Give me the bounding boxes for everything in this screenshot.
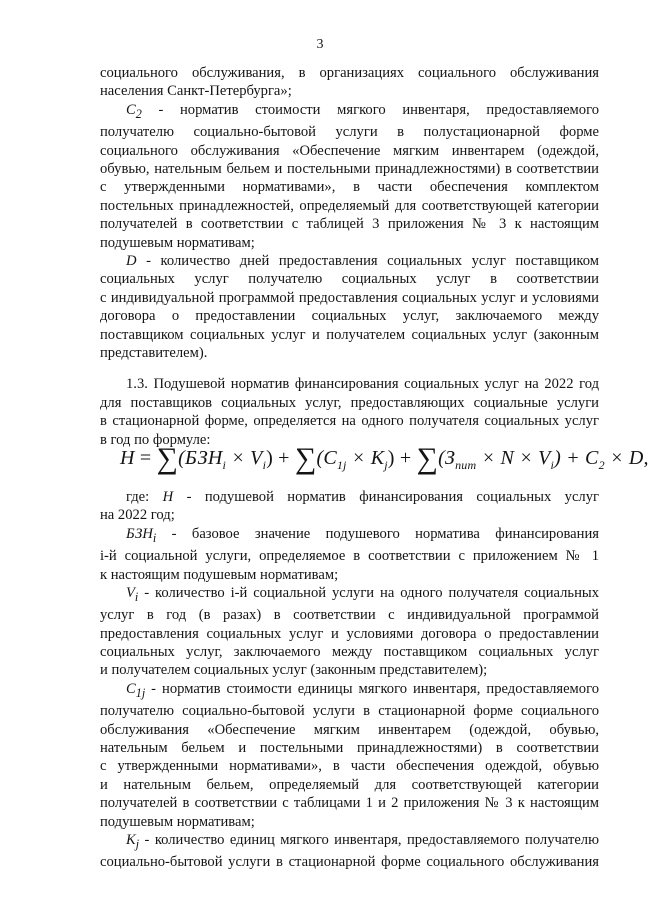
symbol-v: $V_i$ [126, 584, 139, 604]
text-line: обслуживания «Обеспечение мягким инвентарем (одеждой, обувью, [100, 721, 599, 738]
text-line: получателю социально-бытовой услуги в полустационарной форме [100, 124, 599, 141]
text-line: с утвержденными нормативами», в части обеспечения одеждой, обувью [100, 758, 599, 775]
text-line: подушевым нормативам; [100, 234, 255, 251]
text-line: получателю социально-бытовой услуги в стационарной форме социального [100, 703, 599, 720]
definition-h: где: H - подушевой норматив финансирования социальных услуг [126, 489, 599, 505]
formula: $H = \sum(БЗН_i \times V_i) + \sum(C_{1j} \times K_j) + \sum(З_{пит} \times N \times V_i) + C_2 \times D$, [120, 442, 649, 475]
definition-d: D - количество дней предоставления социальных услуг поставщиком [126, 252, 599, 269]
text-line: нательным бельем и постельными принадлежностями) в соответствии [100, 740, 599, 756]
text-line: населения Санкт-Петербурга»; [100, 83, 292, 100]
symbol-c: $C_2$ [126, 101, 142, 121]
text-line: поставщиком социальных услуг и получателем социальных услуг (законным [100, 326, 599, 343]
section-1-3: 1.3. Подушевой норматив финансирования социальных услуг на 2022 год [126, 376, 599, 393]
symbol-bzn: $БЗН_i$ [126, 525, 157, 545]
body-text [100, 64, 599, 449]
text-line: получателей в соответствии с таблицами 1 и 2 приложения № 3 к настоящим [100, 795, 599, 812]
text-line: представителем). [100, 345, 208, 361]
text-line: i-й социальной услуги, определяемое в соответствии с приложением № 1 [100, 548, 599, 565]
definition-c1j: $C_{1j}$ - норматив стоимости единицы мягкого инвентаря, предоставляемого [126, 680, 599, 700]
sum-sign: ∑ [156, 442, 179, 475]
text-line: для поставщиков социальных услуг, предоставляющих социальные услуги [100, 394, 599, 411]
definition-kj: $K_j$ - количество единиц мягкого инвентаря, предоставляемого получателю [126, 832, 599, 851]
text-line: к настоящим подушевым нормативам; [100, 566, 339, 583]
body-text-continued [100, 488, 599, 872]
text-line: и нательным бельем, определяемый для соответствующей категории [100, 776, 599, 793]
sum-sign: ∑ [294, 442, 317, 475]
text-line: обувью, нательным бельем и постельными принадлежностями) в соответствии [100, 160, 599, 177]
text-line: предоставления социальных услуг и условиями договора о предоставлении [100, 625, 599, 642]
text-line: с индивидуальной программой предоставления социальных услуг и условиями [100, 289, 599, 306]
text-line: подушевым нормативам; [100, 813, 255, 830]
definition-bzn: $БЗН_i$ - базовое значение подушевого норматива финансирования [126, 525, 599, 545]
text-line: социальных услуг, заключаемого между поставщиком социальных услуг [100, 644, 599, 661]
text-line: и получателем социальных услуг (законным представителем); [100, 662, 488, 679]
text-line: социально-бытовой услуги в стационарной форме социального обслуживания [100, 854, 599, 871]
text-line: социальных услуг получателю социальных услуг в соответствии [100, 271, 599, 288]
text-line: в стационарной форме, определяется на одного получателя социальных услуг [100, 413, 599, 430]
text-line: договора о предоставлении социальных услуг, заключаемого между [100, 308, 599, 325]
text-line: услуг в год (в разах) в соответствии с индивидуальной программой [100, 607, 599, 624]
text-line: постельных принадлежностей, определяемый для соответствующей категории [100, 197, 599, 214]
text-line: на 2022 год; [100, 507, 175, 524]
text-line: с утвержденными нормативами», в части обеспечения комплектом [100, 179, 599, 196]
text-line: социального обслуживания «Обеспечение мягким инвентарем (одеждой, [100, 142, 599, 159]
symbol-c1j: $C_{1j}$ [126, 680, 146, 700]
symbol-k: $K_j$ [126, 832, 140, 851]
sum-sign: ∑ [416, 442, 439, 475]
text-line: получателей в соответствии с таблицей 3 приложения № 3 к настоящим [100, 216, 599, 233]
symbol-d: D [126, 252, 137, 269]
definition-c2: $C_2$ - норматив стоимости мягкого инвентаря, предоставляемого [126, 101, 599, 121]
text-line: социального обслуживания, в организациях социального обслуживания [100, 65, 599, 81]
text-line: в год по формуле: [100, 431, 211, 448]
page-number: 3 [316, 37, 324, 52]
definition-vi: $V_i$ - количество i-й социальной услуги на одного получателя социальных [126, 584, 599, 604]
